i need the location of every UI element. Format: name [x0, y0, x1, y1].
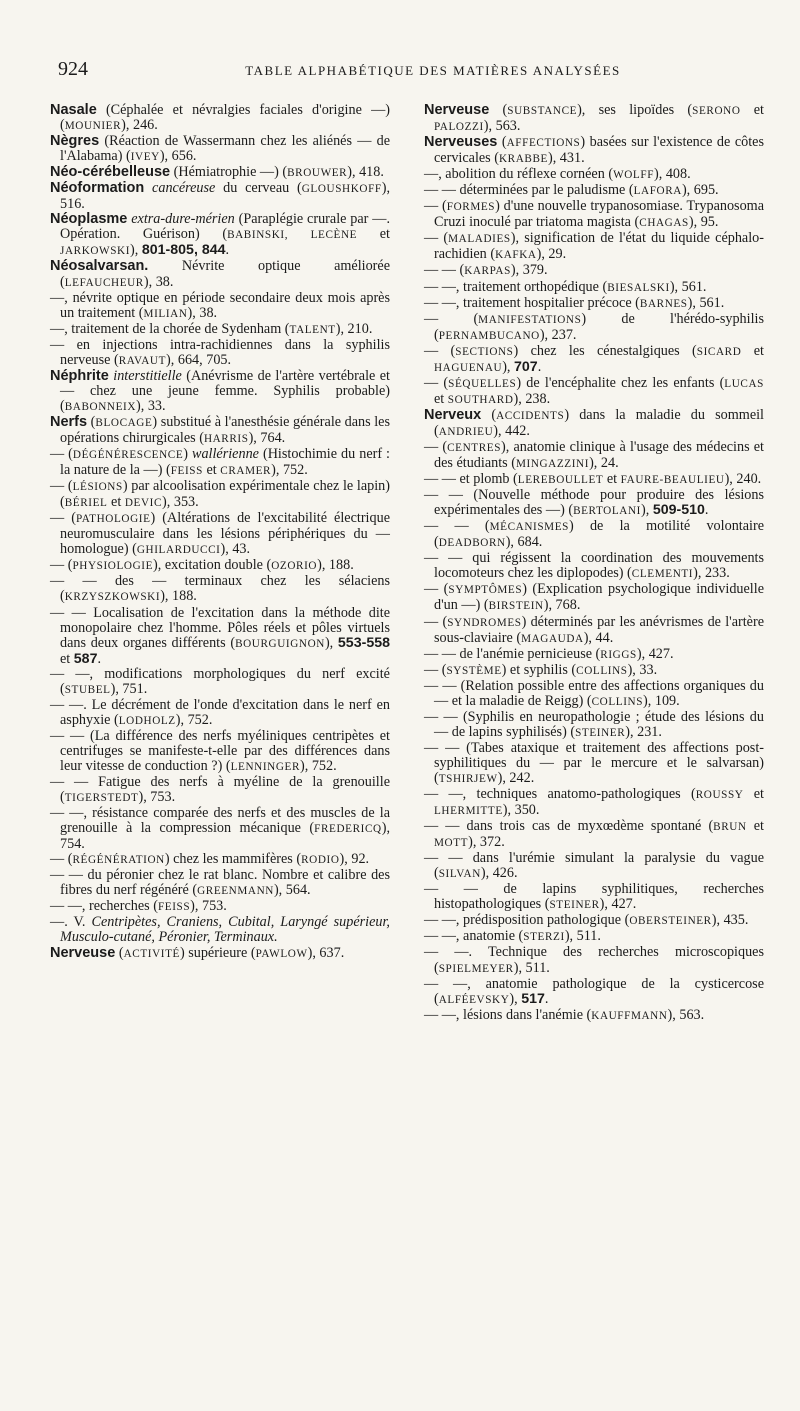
index-entry: Néphrite interstitielle (Anévrisme de l'artère vertébrale et — chez une jeune femme. Syphilis probable) (BABONNEIX), 33.	[50, 367, 391, 414]
index-column-left	[50, 103, 390, 962]
index-entry: — — (MÉCANISMES) de la motilité volontaire (DEADBORN), 684.	[424, 518, 764, 551]
index-entry: — — (KARPAS), 379.	[424, 262, 548, 279]
index-entry: — (DÉGÉNÉRESCENCE) wallérienne (Histochimie du nerf : la nature de la —) (FEISS et CRAMER), 752.	[50, 446, 391, 479]
index-column-right	[424, 103, 764, 1024]
index-entry: — — (Syphilis en neuropathologie ; étude des lésions du — de lapins syphilisés) (STEINER), 231.	[424, 708, 764, 740]
index-entry: Nerveuse (ACTIVITÉ) supérieure (PAWLOW), 637.	[50, 944, 345, 961]
index-entry: — (PATHOLOGIE) (Altérations de l'excitabilité électrique neuromusculaire dans les lésions périphériques du — homologue) (GHILARDUCCI), 43.	[50, 510, 390, 558]
index-entry: — — (Nouvelle méthode pour produire des lésions expérimentales des —) (BERTOLANI), 509-510.	[424, 487, 764, 519]
index-entry: — — (La différence des nerfs myéliniques centripètes et centrifuges se manifeste-t-elle par des différences dans leur vitesse de conduction ?) (LENNINGER), 752.	[50, 727, 390, 774]
index-entry: —, abolition du réflexe cornéen (WOLFF), 408.	[424, 166, 691, 183]
index-entry: — (SYSTÈME) et syphilis (COLLINS), 33.	[424, 661, 658, 678]
index-entry: Néoplasme extra-dure-mérien (Paraplégie crurale par —. Opération. Guérison) (BABINSKI, LECÈNE et JARKOWSKI), 801-805, 844.	[50, 211, 391, 259]
index-entry: — — déterminées par le paludisme (LAFORA), 695.	[424, 182, 719, 199]
index-entry: — —, prédisposition pathologique (OBERSTEINER), 435.	[424, 912, 749, 929]
index-entry: —. V. Centripètes, Craniens, Cubital, Laryngé supérieur, Musculo-cutané, Péronier, Terminaux.	[50, 914, 390, 946]
index-entry: — (SECTIONS) chez les cénestalgiques (SICARD et HAGUENAU), 707.	[424, 342, 764, 375]
index-entry: Néoformation cancéreuse du cerveau (GLOUSHKOFF), 516.	[50, 180, 391, 213]
running-title: TABLE ALPHABÉTIQUE DES MATIÈRES ANALYSÉES	[245, 63, 621, 78]
index-entry: Nasale (Céphalée et névralgies faciales d'origine —) (MOUNIER), 246.	[50, 102, 390, 134]
index-entry: Nerveux (ACCIDENTS) dans la maladie du sommeil (ANDRIEU), 442.	[424, 406, 764, 439]
index-entry: Nerveuses (AFFECTIONS) basées sur l'existence de côtes cervicales (KRABBE), 431.	[424, 134, 764, 167]
index-entry: — — Localisation de l'excitation dans la méthode dite monopolaire chez l'homme. Pôles réels et pôles virtuels dans deux organes différents (BOURGUIGNON), 553-558 et 587.	[50, 604, 390, 667]
index-entry: — (RÉGÉNÉRATION) chez les mammifères (RODIO), 92.	[50, 851, 370, 868]
index-entry: — (LÉSIONS) par alcoolisation expérimentale chez le lapin) (BÉRIEL et DEVIC), 353.	[50, 478, 390, 511]
running-header	[58, 58, 770, 82]
index-entry: — (SYNDROMES) déterminés par les anévrismes de l'artère sous-claviaire (MAGAUDA), 44.	[424, 613, 764, 646]
index-entry: — — du péronier chez le rat blanc. Nombre et calibre des fibres du nerf régénéré (GREENMANN), 564.	[50, 867, 390, 899]
index-entry: — —. Le décrément de l'onde d'excitation dans le nerf en asphyxie (LODHOLZ), 752.	[50, 696, 390, 728]
index-entry: — —, recherches (FEISS), 753.	[50, 898, 227, 915]
index-entry: — — de lapins syphilitiques, recherches histopathologiques (STEINER), 427.	[424, 881, 764, 913]
index-entry: — —, techniques anatomo-pathologiques (ROUSSY et LHERMITTE), 350.	[424, 786, 764, 819]
index-entry: — — de l'anémie pernicieuse (RIGGS), 427.	[424, 645, 674, 662]
index-entry: — —, anatomie pathologique de la cysticercose (ALFÉEVSKY), 517.	[424, 975, 764, 1007]
index-entry: — — (Tabes ataxique et traitement des affections post-syphilitiques du — par le mercure et le salvarsan) (TSHIRJEW), 242.	[424, 739, 764, 786]
index-entry: Nerveuse (SUBSTANCE), ses lipoïdes (SERONO et PALOZZI), 563.	[424, 102, 765, 135]
index-entry: — (CENTRES), anatomie clinique à l'usage des médecins et des étudiants (MINGAZZINI), 24.	[424, 438, 765, 472]
index-entry: — —, anatomie (STERZI), 511.	[424, 928, 601, 945]
index-entry: — (MANIFESTATIONS) de l'hérédo-syphilis (PERNAMBUCANO), 237.	[424, 310, 764, 343]
index-entry: — — dans l'urémie simulant la paralysie du vague (SILVAN), 426.	[424, 850, 764, 882]
index-entry: — —, modifications morphologiques du nerf excité (STUBEL), 751.	[50, 665, 390, 697]
index-entry: — — et plomb (LEREBOULLET et FAURE-BEAULIEU), 240.	[424, 471, 762, 488]
index-entry: — — Fatigue des nerfs à myéline de la grenouille (TIGERSTEDT), 753.	[50, 774, 390, 806]
index-entry: —, névrite optique en période secondaire deux mois après un traitement (MILIAN), 38.	[50, 289, 390, 321]
index-entry: — en injections intra-rachidiennes dans la syphilis nerveuse (RAVAUT), 664, 705.	[50, 336, 390, 368]
index-entry: — — qui régissent la coordination des mouvements locomoteurs chez les diplopodes) (CLEMENTI), 233.	[424, 550, 764, 582]
index-entry: — —, résistance comparée des nerfs et des muscles de la grenouille à la compression mécanique (FREDERICQ), 754.	[50, 805, 390, 853]
index-entry: Néosalvarsan. Névrite optique améliorée (LEFAUCHEUR), 38.	[50, 258, 390, 290]
index-entry: — —, lésions dans l'anémie (KAUFFMANN), 563.	[424, 1006, 705, 1023]
index-entry: — (MALADIES), signification de l'état du liquide céphalo-rachidien (KAFKA), 29.	[424, 230, 764, 263]
index-entry: Nerfs (BLOCAGE) substitué à l'anesthésie générale dans les opérations chirurgicales (HARRIS), 764.	[50, 413, 390, 446]
index-entry: Néo-cérébelleuse (Hémiatrophie —) (BROUWER), 418.	[50, 164, 384, 181]
page-number: 924	[58, 58, 88, 80]
index-entry: — (SYMPTÔMES) (Explication psychologique individuelle d'un —) (BIRSTEIN), 768.	[424, 581, 764, 614]
index-entry: — (SÉQUELLES) de l'encéphalite chez les enfants (LUCAS et SOUTHARD), 238.	[424, 374, 764, 407]
index-entry: — — des — terminaux chez les sélaciens (KRZYSZKOWSKI), 188.	[50, 573, 390, 605]
index-entry: — (PHYSIOLOGIE), excitation double (OZORIO), 188.	[50, 557, 354, 574]
index-entry: — —. Technique des recherches microscopiques (SPIELMEYER), 511.	[424, 944, 764, 976]
index-entry: — — dans trois cas de myxœdème spontané (BRUN et MOTT), 372.	[424, 818, 764, 851]
index-entry: — (FORMES) d'une nouvelle trypanosomiase. Trypanosoma Cruzi inoculé par triatoma magista (CHAGAS), 95.	[424, 198, 764, 231]
index-entry: Nègres (Réaction de Wassermann chez les aliénés — de l'Alabama) (IVEY), 656.	[50, 133, 390, 165]
index-entry: — —, traitement hospitalier précoce (BARNES), 561.	[424, 294, 725, 311]
index-entry: — —, traitement orthopédique (BIESALSKI), 561.	[424, 278, 707, 295]
index-entry: — — (Relation possible entre des affections organiques du — et la maladie de Reigg) (COLLINS), 109.	[424, 677, 764, 709]
index-entry: —, traitement de la chorée de Sydenham (TALENT), 210.	[50, 320, 373, 337]
